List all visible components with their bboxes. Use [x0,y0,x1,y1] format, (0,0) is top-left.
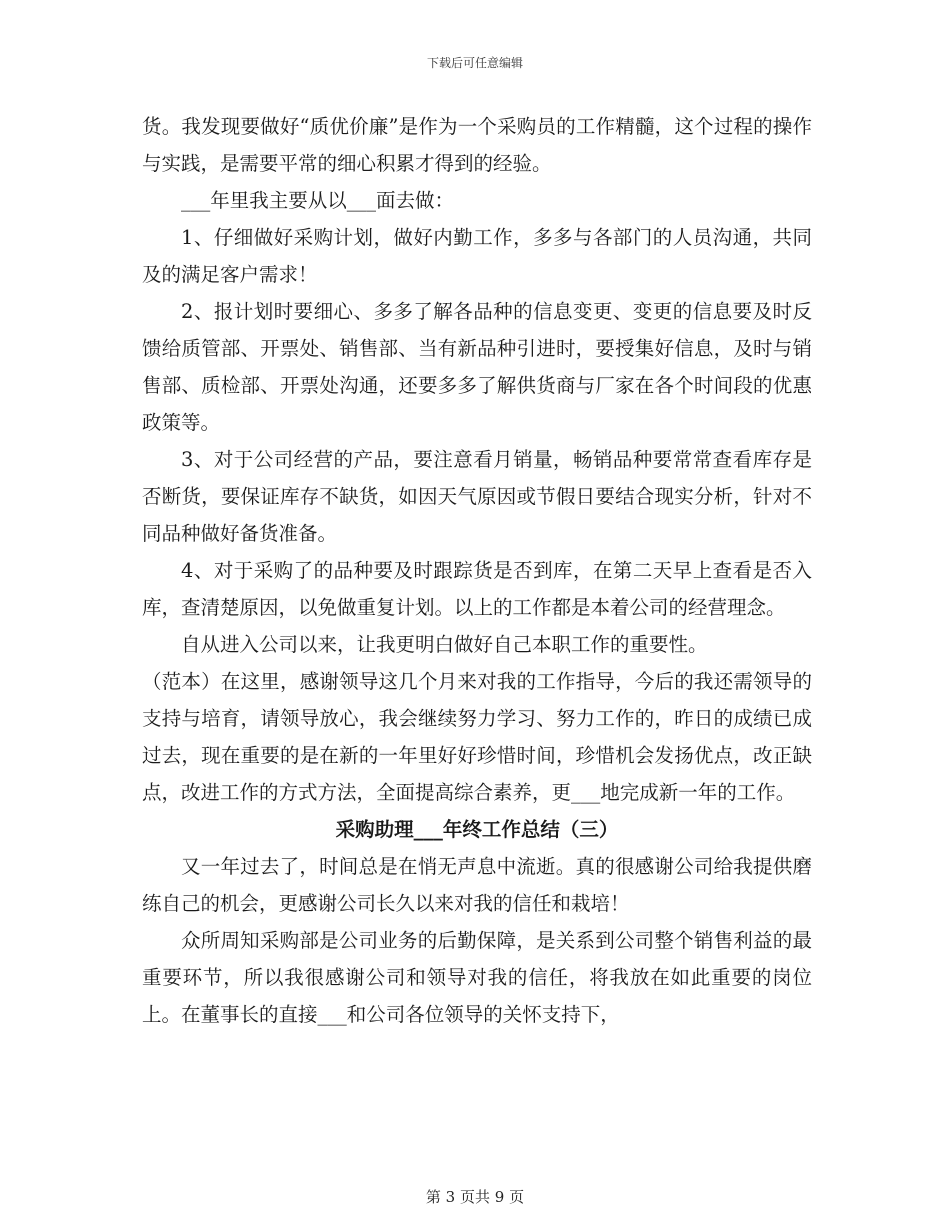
page-header: 下载后可任意编辑 [426,56,523,70]
paragraph: 2、报计划时要细心、多多了解各品种的信息变更、变更的信息要及时反馈给质管部、开票处、销售部、当有新品种引进时，要授集好信息，及时与销售部、质检部、开票处沟通，还要多多了解供货商与厂家在各个时间段的优惠政策等。 [142,300,812,434]
page-footer: 第 3 页共 9 页 [425,1188,525,1206]
paragraph: 货。我发现要做好“质优价廉”是作为一个采购员的工作精髓，这个过程的操作与实践，是需要平常的细心积累才得到的经验。 [142,115,812,175]
section-heading: 采购助理___年终工作总结（三） [335,818,619,841]
paragraph: （范本）在这里，感谢领导这几个月来对我的工作指导，今后的我还需领导的支持与培育，请领导放心，我会继续努力学习、努力工作的，昨日的成绩已成过去，现在重要的是在新的一年里好好珍惜时间，珍惜机会发扬优点，改正缺点，改进工作的方式方法，全面提高综合素养，更___地完成新一年的工作。 [142,670,812,804]
paragraph: 4、对于采购了的品种要及时跟踪货是否到库，在第二天早上查看是否入库，查清楚原因，以免做重复计划。以上的工作都是本着公司的经营理念。 [142,559,812,619]
paragraph: 又一年过去了，时间总是在悄无声息中流逝。真的很感谢公司给我提供磨练自己的机会，更感谢公司长久以来对我的信任和栽培！ [142,855,812,915]
paragraph: ___年里我主要从以___面去做： [181,189,455,212]
paragraph: 众所周知采购部是公司业务的后勤保障，是关系到公司整个销售利益的最重要环节，所以我很感谢公司和领导对我的信任，将我放在如此重要的岗位上。在董事长的直接___和公司各位领导的关怀支持下， [142,929,812,1026]
paragraph: 自从进入公司以来，让我更明白做好自己本职工作的重要性。 [181,633,708,656]
paragraph: 1、仔细做好采购计划，做好内勤工作，多多与各部门的人员沟通，共同及的满足客户需求！ [142,226,812,286]
document-body [142,108,812,1033]
paragraph: 3、对于公司经营的产品，要注意看月销量，畅销品种要常常查看库存是否断货，要保证库存不缺货，如因天气原因或节假日要结合现实分析，针对不同品种做好备货准备。 [142,448,812,545]
